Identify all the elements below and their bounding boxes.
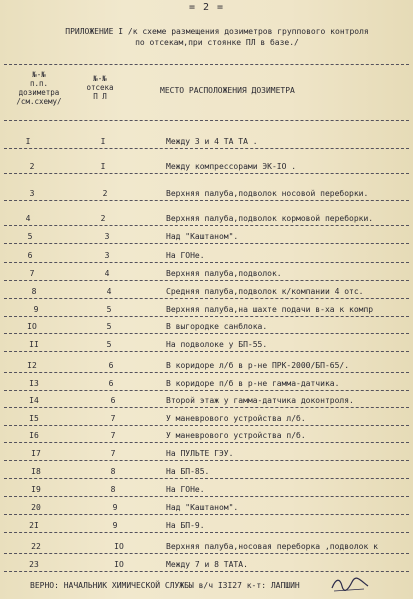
table-row <box>0 484 413 498</box>
row-location: Над "Каштаном". <box>166 503 239 512</box>
page-number: = 2 = <box>188 2 225 13</box>
document-subtitle: по отсекам,при стоянке ПЛ в базе./ <box>135 38 299 47</box>
column-header-number-line: п.п. <box>29 79 49 88</box>
column-header-compartment-line: №-№ <box>93 74 107 83</box>
table-row <box>0 304 413 318</box>
row-divider <box>4 225 409 226</box>
table-row <box>0 413 413 427</box>
row-location: Верхняя палуба,подволок носовой переборки. <box>166 189 369 198</box>
row-compartment: 9 <box>112 521 118 530</box>
row-divider <box>4 262 409 263</box>
column-header-number-line: №-№ <box>32 70 46 79</box>
row-divider <box>4 372 409 373</box>
row-compartment: 3 <box>104 251 110 260</box>
row-divider <box>4 173 409 174</box>
row-divider <box>4 390 409 391</box>
certification-footer: ВЕРНО: НАЧАЛЬНИК ХИМИЧЕСКОЙ СЛУЖБЫ в/ч I3I27 к-т: ЛАПШИН <box>30 581 300 590</box>
row-compartment: IO <box>114 560 124 569</box>
row-divider <box>4 571 409 572</box>
column-header-compartment-line: отсека <box>86 83 114 92</box>
row-divider <box>4 298 409 299</box>
row-location: Второй этаж у гамма-датчика доконтроля. <box>166 396 354 405</box>
table-row <box>0 268 413 282</box>
row-number: I2 <box>27 361 37 370</box>
signature-mark <box>330 574 370 594</box>
row-compartment: I <box>100 162 106 171</box>
row-compartment: 6 <box>108 379 114 388</box>
row-number: 23 <box>29 560 39 569</box>
row-divider <box>4 496 409 497</box>
row-number: II <box>29 340 39 349</box>
row-compartment: 6 <box>108 361 114 370</box>
row-location: На ГОНе. <box>166 251 205 260</box>
table-row <box>0 360 413 374</box>
row-number: 2 <box>29 162 35 171</box>
row-number: I7 <box>31 449 41 458</box>
row-compartment: 4 <box>104 269 110 278</box>
column-header-compartment <box>80 74 120 101</box>
row-compartment: 7 <box>110 431 116 440</box>
row-number: 5 <box>27 232 33 241</box>
row-number: I8 <box>31 467 41 476</box>
row-location: На БП-85. <box>166 467 210 476</box>
row-divider <box>4 351 409 352</box>
row-number: I <box>25 137 31 146</box>
row-location: Верхняя палуба,носовая переборка ,подволок к <box>166 542 378 551</box>
row-number: 6 <box>27 251 33 260</box>
row-number: IO <box>27 322 37 331</box>
row-number: I5 <box>29 414 39 423</box>
table-row <box>0 286 413 300</box>
row-location: Верхняя палуба,подволок кормовой переборки. <box>166 214 374 223</box>
row-number: 4 <box>25 214 31 223</box>
column-header-location: МЕСТО РАСПОЛОЖЕНИЯ ДОЗИМЕТРА <box>160 86 295 95</box>
table-row <box>0 188 413 202</box>
row-compartment: 9 <box>112 503 118 512</box>
table-row <box>0 559 413 573</box>
row-divider <box>4 514 409 515</box>
row-location: У маневрового устройства л/б. <box>166 414 306 423</box>
table-row <box>0 321 413 335</box>
row-divider <box>4 148 409 149</box>
table-row <box>0 161 413 175</box>
table-row <box>0 378 413 392</box>
row-location: На подволоке у БП-55. <box>166 340 268 349</box>
row-divider <box>4 460 409 461</box>
row-number: 20 <box>31 503 41 512</box>
row-compartment: 2 <box>100 214 106 223</box>
row-number: I9 <box>31 485 41 494</box>
row-compartment: 7 <box>110 414 116 423</box>
row-compartment: 5 <box>106 340 112 349</box>
table-row <box>0 541 413 555</box>
row-location: В выгородке санблока. <box>166 322 268 331</box>
row-location: Верхняя палуба,на шахте подачи в-ха к компр <box>166 305 374 314</box>
row-divider <box>4 478 409 479</box>
table-row <box>0 231 413 245</box>
row-divider <box>4 200 409 201</box>
table-row <box>0 213 413 227</box>
row-number: I6 <box>29 431 39 440</box>
row-compartment: 4 <box>106 287 112 296</box>
table-row <box>0 250 413 264</box>
row-compartment: 3 <box>104 232 110 241</box>
row-compartment: 5 <box>106 305 112 314</box>
row-divider <box>4 243 409 244</box>
row-divider <box>4 316 409 317</box>
table-row <box>0 448 413 462</box>
table-row <box>0 430 413 444</box>
column-header-number-line: дозиметра <box>18 88 60 97</box>
row-location: На ГОНе. <box>166 485 205 494</box>
row-number: 3 <box>29 189 35 198</box>
row-location: У маневрового устройства п/б. <box>166 431 306 440</box>
row-divider <box>4 425 409 426</box>
row-compartment: 7 <box>110 449 116 458</box>
row-number: 9 <box>33 305 39 314</box>
row-compartment: I <box>100 137 106 146</box>
row-divider <box>4 442 409 443</box>
column-header-compartment-line: П Л <box>93 92 107 101</box>
header-rule-bottom <box>4 120 409 121</box>
table-row <box>0 502 413 516</box>
row-location: Между 7 и 8 ТАТА. <box>166 560 248 569</box>
row-location: В коридоре п/б в р-не гамма-датчика. <box>166 379 340 388</box>
row-location: На БП-9. <box>166 521 205 530</box>
row-divider <box>4 280 409 281</box>
table-row <box>0 520 413 534</box>
row-location: Между 3 и 4 ТА ТА . <box>166 137 258 146</box>
row-number: 7 <box>29 269 35 278</box>
row-divider <box>4 407 409 408</box>
row-divider <box>4 553 409 554</box>
table-row <box>0 136 413 150</box>
row-compartment: IO <box>114 542 124 551</box>
row-number: 2I <box>29 521 39 530</box>
row-location: Верхняя палуба,подволок. <box>166 269 282 278</box>
table-row <box>0 466 413 480</box>
row-number: 22 <box>31 542 41 551</box>
row-number: I3 <box>29 379 39 388</box>
row-compartment: 8 <box>110 467 116 476</box>
row-location: Между компрессорами ЭК-IO . <box>166 162 297 171</box>
row-location: Средняя палуба,подволок к/компании 4 отс. <box>166 287 364 296</box>
row-compartment: 6 <box>110 396 116 405</box>
table-row <box>0 395 413 409</box>
row-location: Над "Каштаном". <box>166 232 239 241</box>
document-title: ПРИЛОЖЕНИЕ I /к схеме размещения дозиметров группового контроля <box>65 27 369 36</box>
header-rule-top <box>4 64 409 65</box>
row-compartment: 2 <box>102 189 108 198</box>
column-header-number-line: /см.схему/ <box>16 97 62 106</box>
column-header-number <box>4 70 74 106</box>
row-divider <box>4 532 409 533</box>
row-location: В коридоре л/б в р-не ПРК-2000/БП-65/. <box>166 361 350 370</box>
row-compartment: 8 <box>110 485 116 494</box>
row-number: I4 <box>29 396 39 405</box>
row-compartment: 5 <box>106 322 112 331</box>
table-row <box>0 339 413 353</box>
row-number: 8 <box>31 287 37 296</box>
row-location: На ПУЛЬТЕ ГЭУ. <box>166 449 234 458</box>
row-divider <box>4 333 409 334</box>
